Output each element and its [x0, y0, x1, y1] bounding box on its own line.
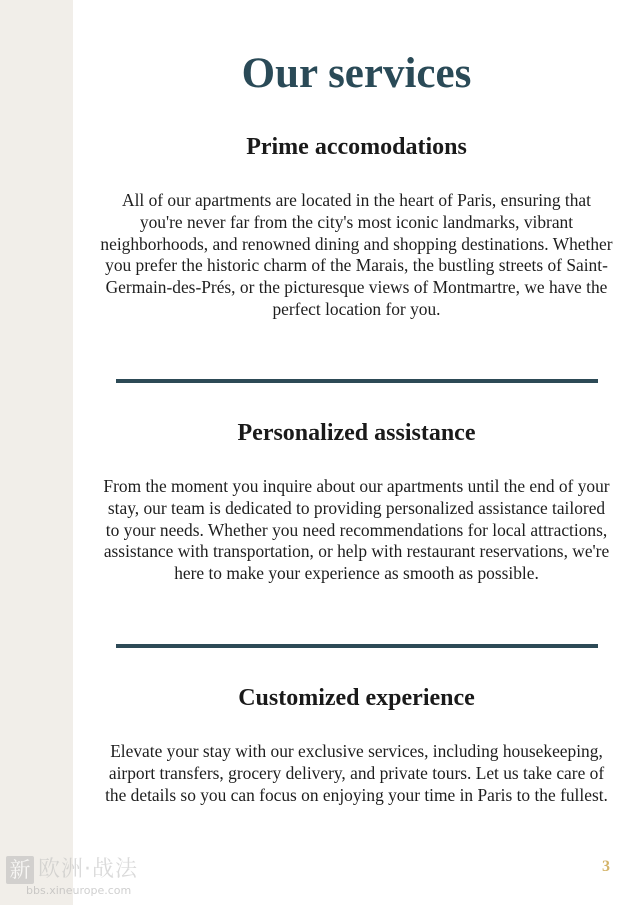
watermark-url: bbs.xineurope.com	[26, 884, 132, 897]
section-body: All of our apartments are located in the heart of Paris, ensuring that you're never far from the city's most iconic landmarks, vibrant neighborhoods, and renowned dining and shopping destinations. Whether you prefer the historic charm of the Marais, the bustling streets of Saint-Germain-des-Prés, or the picturesque views of Montmartre, we have the perfect location for you.	[100, 190, 613, 319]
section-heading: Prime accomodations	[246, 134, 467, 160]
section-heading: Personalized assistance	[237, 420, 476, 446]
section-heading: Customized experience	[238, 685, 475, 711]
section-prime-accomodations	[100, 131, 613, 321]
side-band	[0, 0, 73, 905]
section-divider	[116, 379, 598, 383]
section-personalized-assistance	[100, 417, 613, 585]
watermark-name: 欧洲·战法	[38, 857, 138, 882]
watermark	[4, 855, 184, 901]
section-body: From the moment you inquire about our apartments until the end of your stay, our team is dedicated to providing personalized assistance tailored to your needs. Whether you need recommendations for local attractions, assistance with transportation, or help with restaurant reservations, we're here to make your experience as smooth as possible.	[103, 476, 610, 584]
section-body: Elevate your stay with our exclusive services, including housekeeping, airport transfers, grocery delivery, and private tours. Let us take care of the details so you can focus on enjoying your time in Paris to the fullest.	[105, 741, 608, 805]
section-customized-experience	[100, 682, 613, 806]
page-title: Our services	[241, 50, 472, 97]
watermark-logo-icon: 新	[6, 856, 34, 884]
page-number: 3	[602, 858, 610, 875]
section-divider	[116, 644, 598, 648]
